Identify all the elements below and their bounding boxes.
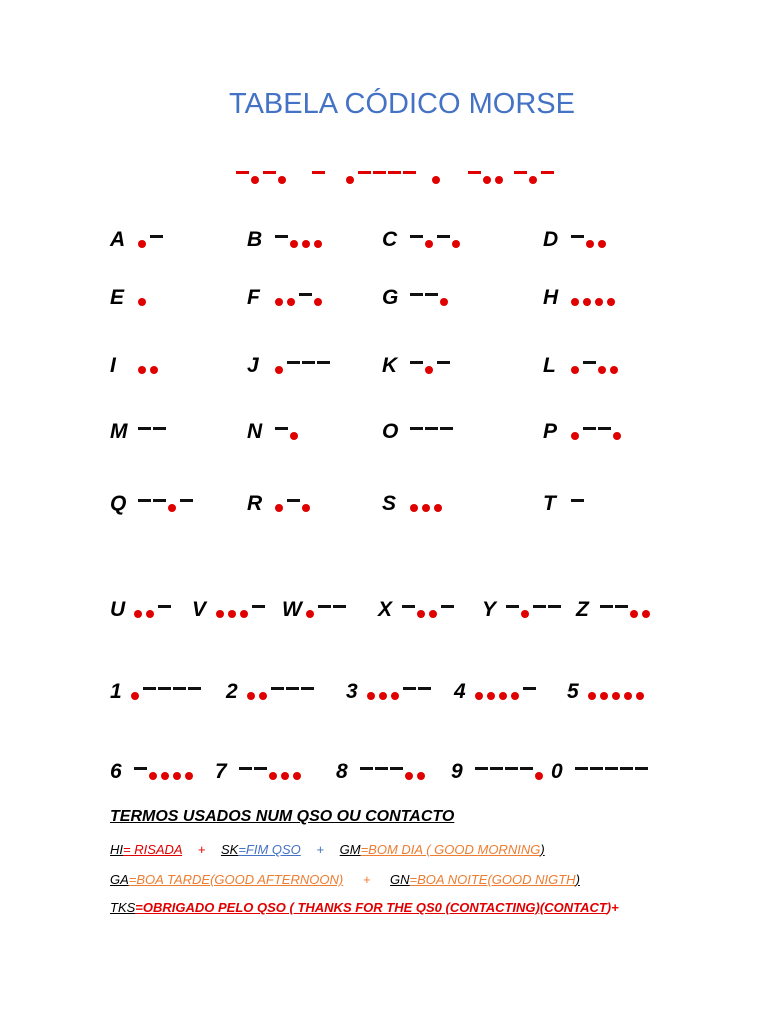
morse-dot <box>586 240 594 248</box>
morse-dot <box>571 366 579 374</box>
morse-letter: T <box>543 492 556 515</box>
morse-dot <box>499 692 507 700</box>
morse-dot <box>251 176 259 184</box>
morse-dot <box>452 240 460 248</box>
morse-dot <box>475 692 483 700</box>
morse-code <box>247 666 337 700</box>
title-morse-word <box>346 150 416 184</box>
morse-letter: 5 <box>567 680 579 703</box>
morse-dot <box>434 504 442 512</box>
morse-dash <box>490 767 503 770</box>
morse-dash <box>153 427 166 430</box>
morse-dot <box>487 692 495 700</box>
morse-letter: J <box>247 354 259 377</box>
morse-letter: 7 <box>215 760 227 783</box>
morse-dot <box>624 692 632 700</box>
morse-code <box>571 340 661 374</box>
morse-entry-h <box>543 272 663 312</box>
morse-dash <box>143 687 156 690</box>
morse-code <box>138 214 228 248</box>
morse-code <box>588 666 678 700</box>
morse-dot <box>595 298 603 306</box>
morse-dash <box>333 605 346 608</box>
term-gn-abbr: GN <box>390 872 410 887</box>
morse-letter: G <box>382 286 399 309</box>
morse-dash <box>583 427 596 430</box>
morse-entry-q <box>110 478 230 518</box>
morse-dot <box>511 692 519 700</box>
morse-letter: R <box>247 492 263 515</box>
morse-dash <box>437 235 450 238</box>
morse-entry-z <box>576 584 696 624</box>
morse-dash <box>548 605 561 608</box>
morse-dash <box>418 687 431 690</box>
morse-letter: W <box>282 598 302 621</box>
morse-entry-i <box>110 340 230 380</box>
morse-dash <box>318 605 331 608</box>
morse-dot <box>275 366 283 374</box>
morse-letter: 1 <box>110 680 122 703</box>
morse-dash <box>312 171 325 174</box>
morse-dot <box>612 692 620 700</box>
term-gm-text: =BOM DIA ( GOOD MORNING <box>360 842 541 857</box>
morse-dot <box>138 298 146 306</box>
morse-dash <box>437 361 450 364</box>
morse-dot <box>483 176 491 184</box>
morse-dot <box>281 772 289 780</box>
morse-dash <box>287 361 300 364</box>
term-sk-text: =FIM QSO <box>238 842 301 857</box>
morse-dash <box>425 293 438 296</box>
morse-code <box>402 584 492 618</box>
morse-dot <box>410 504 418 512</box>
morse-dash <box>505 767 518 770</box>
morse-dot <box>598 366 606 374</box>
morse-dash <box>173 687 186 690</box>
morse-dash <box>138 427 151 430</box>
morse-dot <box>642 610 650 618</box>
morse-code <box>275 406 365 440</box>
terms-line-1 <box>110 843 545 856</box>
term-gn-text: =BOA NOITE(GOOD NIGTH <box>409 872 576 887</box>
morse-dot <box>367 692 375 700</box>
morse-dash <box>571 235 584 238</box>
morse-dot <box>600 692 608 700</box>
morse-letter: F <box>247 286 260 309</box>
morse-dash <box>410 361 423 364</box>
morse-dash <box>475 767 488 770</box>
morse-letter: E <box>110 286 125 309</box>
morse-code <box>410 406 500 440</box>
morse-dot <box>287 298 295 306</box>
morse-entry-l <box>543 340 663 380</box>
morse-dash <box>403 687 416 690</box>
morse-dot <box>240 610 248 618</box>
morse-entry-c <box>382 214 502 254</box>
morse-entry-o <box>382 406 502 446</box>
morse-dash <box>506 605 519 608</box>
morse-dot <box>405 772 413 780</box>
morse-letter: Q <box>110 492 127 515</box>
morse-code <box>138 478 228 512</box>
morse-letter: D <box>543 228 559 251</box>
morse-dash <box>514 171 527 174</box>
morse-dash <box>533 605 546 608</box>
morse-letter: V <box>192 598 207 621</box>
morse-dot <box>173 772 181 780</box>
morse-dash <box>598 427 611 430</box>
morse-entry-m <box>110 406 230 446</box>
morse-dash <box>403 171 416 174</box>
morse-entry-p <box>543 406 663 446</box>
morse-dash <box>541 171 554 174</box>
morse-dash <box>440 427 453 430</box>
term-ga-text: =BOA TARDE(GOOD AFTERNOON) <box>128 872 344 887</box>
morse-dot <box>275 504 283 512</box>
morse-entry-f <box>247 272 367 312</box>
plus-separator: + <box>316 842 325 857</box>
morse-letter: H <box>543 286 559 309</box>
morse-dash <box>523 687 536 690</box>
morse-dot <box>168 504 176 512</box>
morse-dot <box>391 692 399 700</box>
term-gm-close: ) <box>540 842 545 857</box>
morse-dash <box>410 427 423 430</box>
morse-dot <box>259 692 267 700</box>
morse-dash <box>590 767 603 770</box>
morse-letter: C <box>382 228 398 251</box>
morse-letter: 0 <box>551 760 563 783</box>
morse-dot <box>131 692 139 700</box>
morse-code <box>571 272 661 306</box>
morse-entry-x <box>378 584 498 624</box>
morse-dash <box>188 687 201 690</box>
morse-dash <box>301 687 314 690</box>
morse-dash <box>635 767 648 770</box>
morse-dot <box>529 176 537 184</box>
morse-dash <box>620 767 633 770</box>
morse-code <box>571 214 661 248</box>
morse-dot <box>302 240 310 248</box>
morse-dash <box>600 605 613 608</box>
morse-code <box>239 746 329 780</box>
morse-code <box>131 666 221 700</box>
morse-dash <box>158 687 171 690</box>
morse-dot <box>379 692 387 700</box>
morse-code <box>275 214 365 248</box>
morse-entry-7 <box>215 746 335 786</box>
morse-dash <box>180 499 193 502</box>
morse-dash <box>468 171 481 174</box>
morse-code <box>367 666 457 700</box>
morse-dot <box>495 176 503 184</box>
term-tks-close: )+ <box>606 900 619 915</box>
morse-dot <box>293 772 301 780</box>
title-morse-word <box>236 150 306 184</box>
morse-letter: K <box>382 354 398 377</box>
morse-dash <box>158 605 171 608</box>
morse-code <box>138 340 228 374</box>
morse-code <box>571 478 661 512</box>
morse-dot <box>610 366 618 374</box>
morse-dot <box>290 240 298 248</box>
morse-dot <box>425 366 433 374</box>
term-tks-abbr: TKS <box>110 900 136 915</box>
morse-dash <box>410 293 423 296</box>
morse-dot <box>275 298 283 306</box>
morse-dot <box>429 610 437 618</box>
morse-dot <box>583 298 591 306</box>
morse-dash <box>287 499 300 502</box>
morse-dot <box>636 692 644 700</box>
morse-code <box>600 584 690 618</box>
morse-dash <box>425 427 438 430</box>
morse-dot <box>432 176 440 184</box>
morse-dot <box>314 240 322 248</box>
morse-dot <box>302 504 310 512</box>
morse-code <box>475 666 565 700</box>
morse-dot <box>290 432 298 440</box>
morse-entry-e <box>110 272 230 312</box>
morse-dash <box>271 687 284 690</box>
morse-dash <box>571 499 584 502</box>
morse-dash <box>138 499 151 502</box>
morse-dot <box>314 298 322 306</box>
morse-dash <box>615 605 628 608</box>
term-sk-abbr: SK <box>220 842 239 857</box>
morse-dot <box>185 772 193 780</box>
morse-dash <box>360 767 373 770</box>
morse-letter: I <box>110 354 116 377</box>
morse-dot <box>306 610 314 618</box>
title-morse-code <box>236 150 566 190</box>
morse-dot <box>598 240 606 248</box>
morse-letter: Y <box>482 598 497 621</box>
morse-code <box>275 272 365 306</box>
morse-dot <box>216 610 224 618</box>
morse-dash <box>441 605 454 608</box>
plus-separator: + <box>197 842 206 857</box>
morse-code <box>410 214 500 248</box>
morse-dot <box>417 610 425 618</box>
morse-dot <box>150 366 158 374</box>
morse-dot <box>138 366 146 374</box>
morse-code <box>138 272 228 306</box>
morse-dash <box>390 767 403 770</box>
morse-dot <box>269 772 277 780</box>
terms-line-2 <box>110 873 580 886</box>
term-hi-text: = RISADA <box>123 842 183 857</box>
morse-dash <box>575 767 588 770</box>
morse-entry-g <box>382 272 502 312</box>
morse-dot <box>422 504 430 512</box>
morse-entry-8 <box>336 746 456 786</box>
morse-dash <box>252 605 265 608</box>
morse-dot <box>247 692 255 700</box>
morse-dot <box>521 610 529 618</box>
morse-dot <box>278 176 286 184</box>
plus-separator: + <box>362 872 371 887</box>
morse-dot <box>440 298 448 306</box>
morse-dash <box>410 235 423 238</box>
morse-code <box>410 340 500 374</box>
morse-letter: 3 <box>346 680 358 703</box>
morse-letter: L <box>543 354 556 377</box>
morse-dash <box>263 171 276 174</box>
morse-entry-0 <box>551 746 671 786</box>
morse-dash <box>373 171 386 174</box>
morse-dash <box>239 767 252 770</box>
morse-code <box>571 406 661 440</box>
morse-code <box>134 746 224 780</box>
morse-dot <box>346 176 354 184</box>
morse-letter: S <box>382 492 397 515</box>
morse-dot <box>161 772 169 780</box>
term-gn-close: ) <box>575 872 580 887</box>
morse-dot <box>417 772 425 780</box>
morse-dash <box>275 427 288 430</box>
morse-entry-1 <box>110 666 230 706</box>
morse-dash <box>317 361 330 364</box>
morse-entry-n <box>247 406 367 446</box>
morse-code <box>410 478 500 512</box>
morse-dash <box>375 767 388 770</box>
morse-code <box>410 272 500 306</box>
morse-entry-3 <box>346 666 466 706</box>
morse-entry-s <box>382 478 502 518</box>
morse-dot <box>588 692 596 700</box>
morse-entry-k <box>382 340 502 380</box>
morse-entry-5 <box>567 666 687 706</box>
morse-dash <box>153 499 166 502</box>
morse-letter: 4 <box>454 680 466 703</box>
morse-dash <box>388 171 401 174</box>
morse-dash <box>275 235 288 238</box>
morse-dot <box>146 610 154 618</box>
morse-dot <box>571 432 579 440</box>
morse-code <box>575 746 665 780</box>
morse-dash <box>402 605 415 608</box>
term-tks-text: =OBRIGADO PELO QSO ( THANKS FOR THE QS0 (CONTACTING)(CONTACT <box>135 900 607 915</box>
morse-dot <box>630 610 638 618</box>
morse-dot <box>613 432 621 440</box>
morse-dot <box>535 772 543 780</box>
morse-letter: 2 <box>226 680 238 703</box>
morse-dash <box>134 767 147 770</box>
morse-dot <box>138 240 146 248</box>
morse-letter: 8 <box>336 760 348 783</box>
title-morse-word <box>514 150 584 184</box>
morse-dot <box>149 772 157 780</box>
morse-dash <box>605 767 618 770</box>
morse-dash <box>302 361 315 364</box>
morse-letter: N <box>247 420 263 443</box>
morse-letter: Z <box>576 598 589 621</box>
morse-dash <box>150 235 163 238</box>
morse-entry-2 <box>226 666 346 706</box>
morse-dash <box>286 687 299 690</box>
morse-letter: A <box>110 228 126 251</box>
morse-dash <box>299 293 312 296</box>
morse-entry-t <box>543 478 663 518</box>
morse-dash <box>236 171 249 174</box>
morse-code <box>275 340 365 374</box>
morse-entry-j <box>247 340 367 380</box>
term-gm-abbr: GM <box>339 842 361 857</box>
morse-code <box>360 746 450 780</box>
morse-dot <box>425 240 433 248</box>
morse-entry-b <box>247 214 367 254</box>
terms-line-3 <box>110 901 619 914</box>
morse-dot <box>571 298 579 306</box>
morse-dot <box>607 298 615 306</box>
morse-letter: X <box>378 598 393 621</box>
morse-code <box>275 478 365 512</box>
morse-letter: M <box>110 420 128 443</box>
morse-entry-6 <box>110 746 230 786</box>
morse-dash <box>358 171 371 174</box>
morse-dot <box>134 610 142 618</box>
term-hi-abbr: HI <box>110 842 123 857</box>
terms-heading: TERMOS USADOS NUM QSO OU CONTACTO <box>110 808 455 825</box>
morse-entry-r <box>247 478 367 518</box>
morse-code <box>138 406 228 440</box>
term-ga-abbr: GA <box>110 872 129 887</box>
page-title: TABELA CÓDICO MORSE <box>229 88 575 120</box>
morse-dash <box>254 767 267 770</box>
morse-letter: U <box>110 598 126 621</box>
morse-letter: P <box>543 420 558 443</box>
morse-dash <box>520 767 533 770</box>
morse-dash <box>583 361 596 364</box>
morse-letter: 6 <box>110 760 122 783</box>
morse-letter: 9 <box>451 760 463 783</box>
morse-entry-4 <box>454 666 574 706</box>
morse-dot <box>228 610 236 618</box>
morse-entry-a <box>110 214 230 254</box>
morse-entry-d <box>543 214 663 254</box>
morse-letter: O <box>382 420 399 443</box>
morse-letter: B <box>247 228 263 251</box>
